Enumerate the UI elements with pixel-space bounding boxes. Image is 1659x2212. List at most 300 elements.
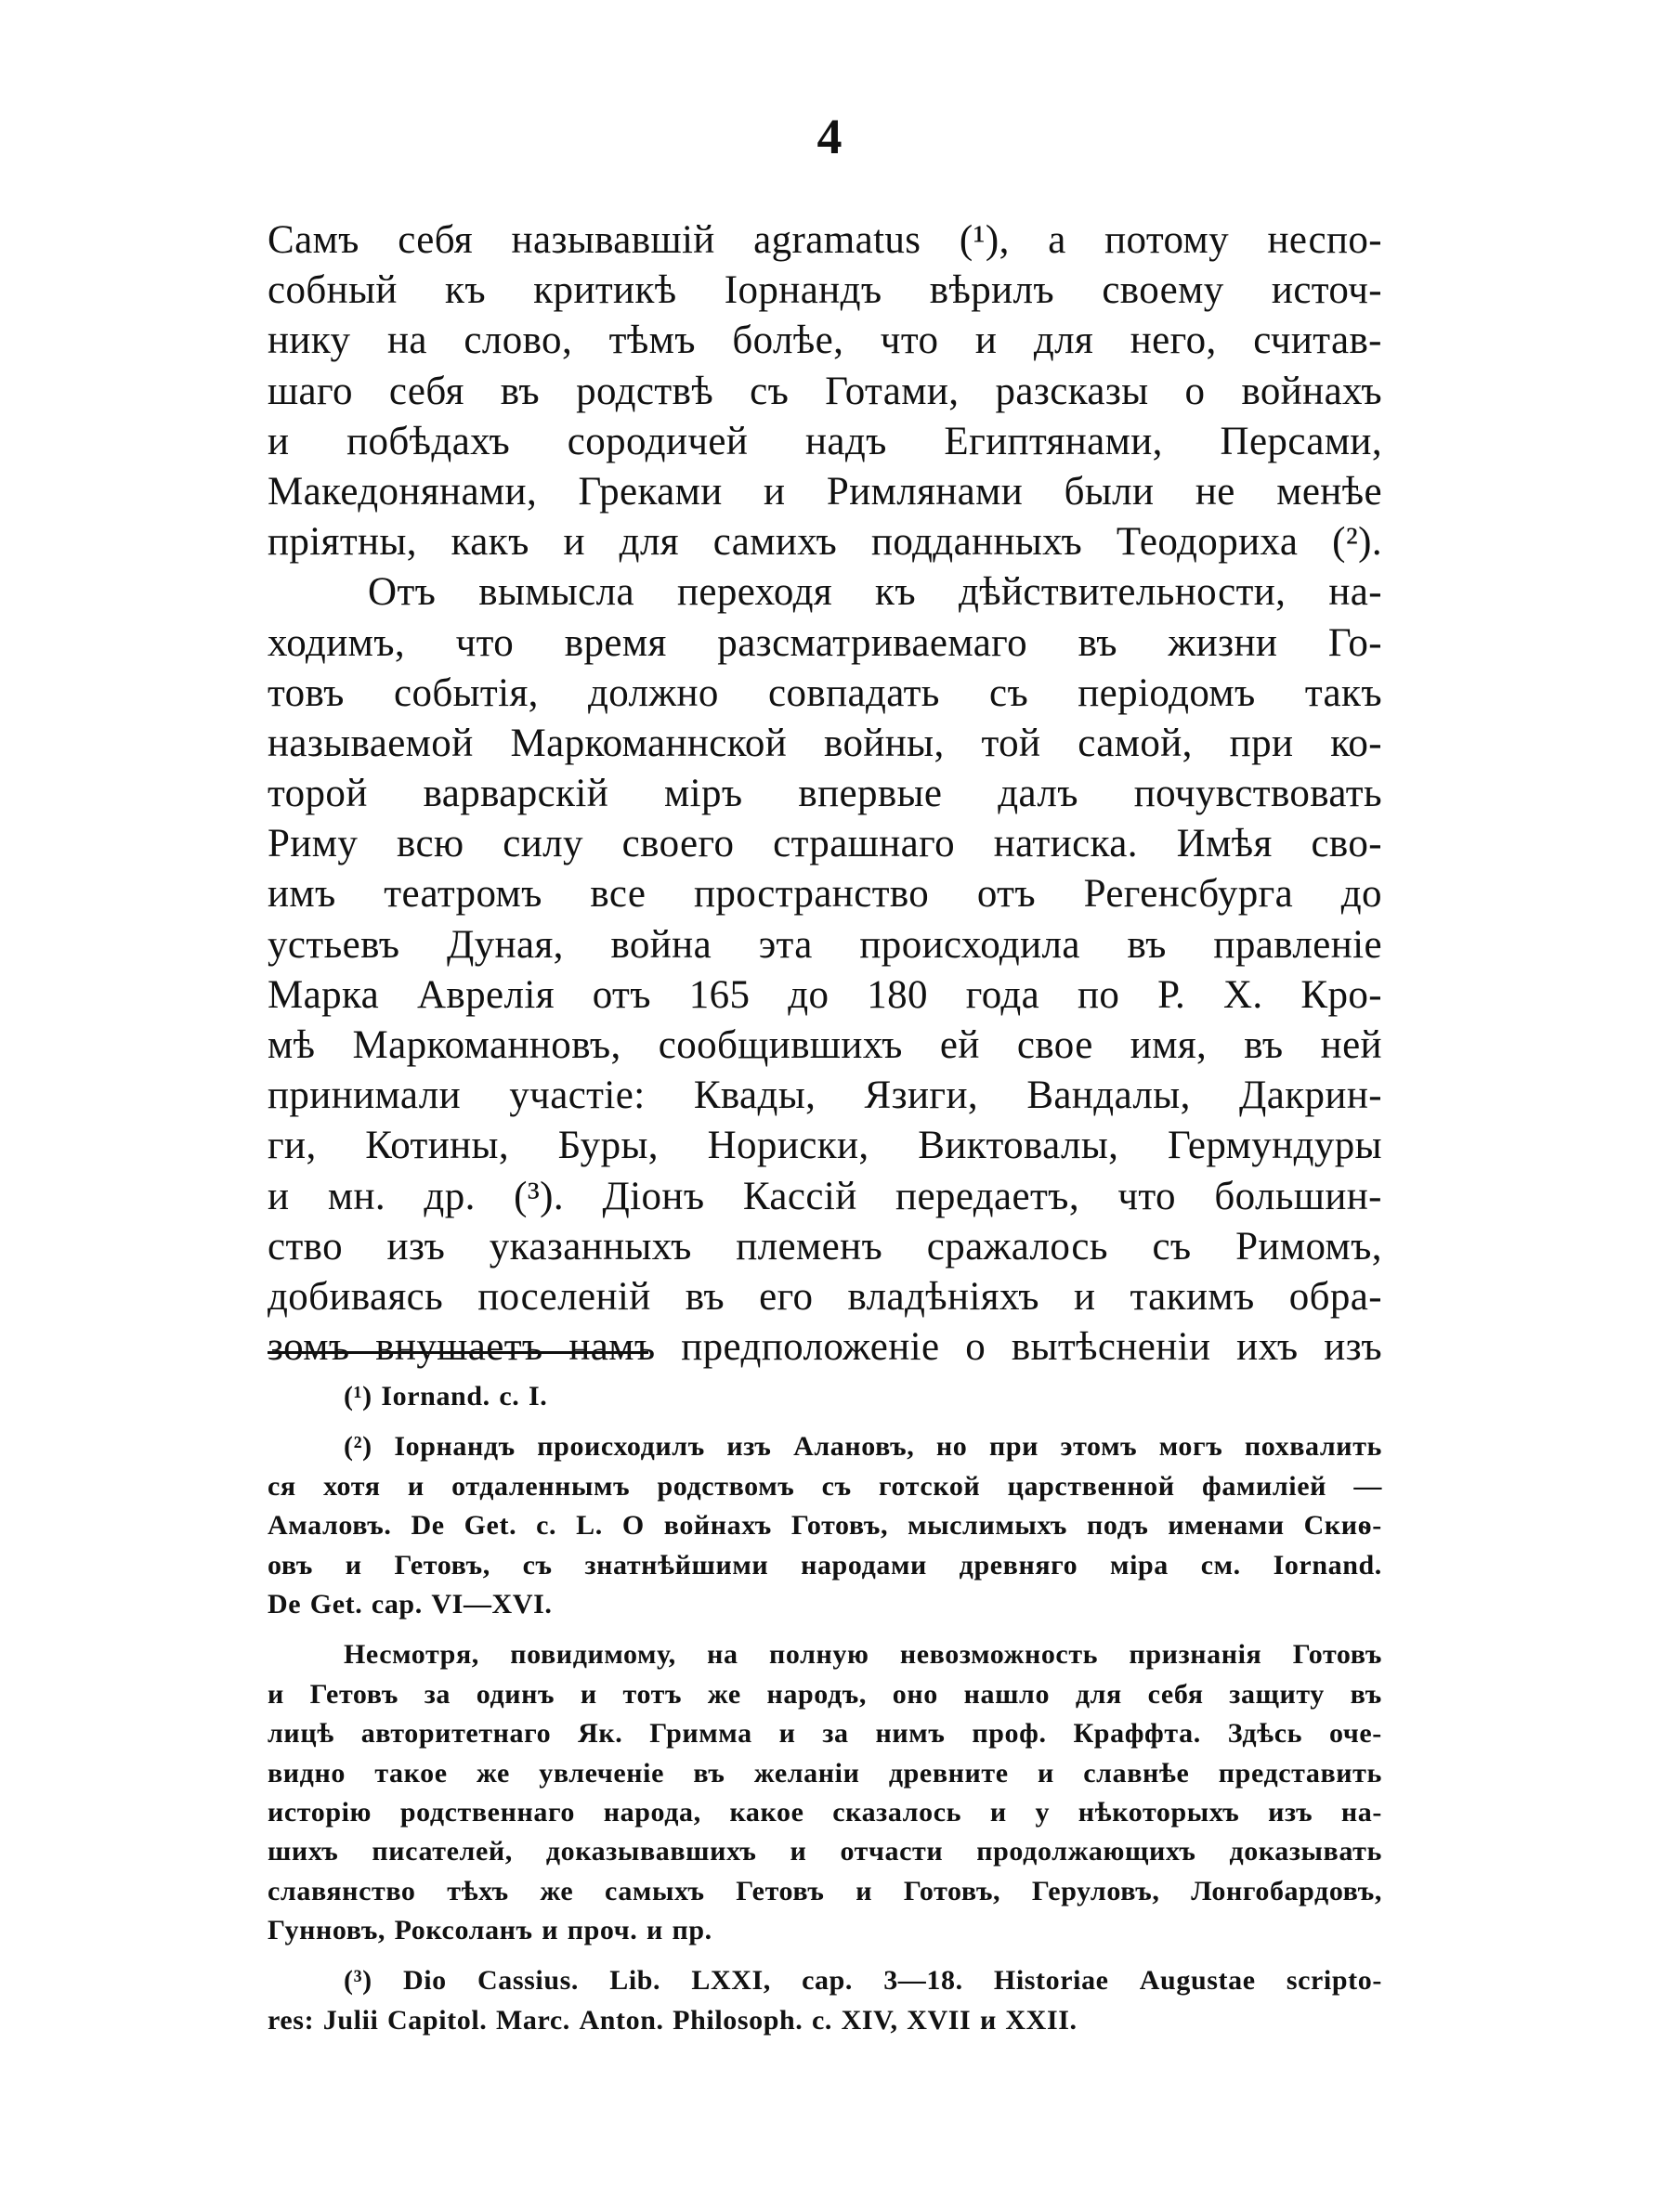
text-line <box>268 1322 1382 1373</box>
footnotes <box>268 1377 1382 2040</box>
word: и <box>989 1796 1007 1828</box>
word: Lib. <box>609 1965 661 1997</box>
word: доказывавшихъ <box>545 1836 757 1867</box>
word: слово, <box>464 319 573 363</box>
footnote-1 <box>268 1377 1382 1416</box>
word: сражалось <box>926 1224 1108 1269</box>
word: родственнаго <box>399 1796 576 1828</box>
word: и <box>542 1915 559 1946</box>
word: такое <box>374 1757 448 1789</box>
footnote-line <box>268 1635 1382 1674</box>
word: какъ <box>451 520 529 565</box>
word: предположеніе <box>681 1325 940 1370</box>
word: изъ <box>1324 1325 1382 1370</box>
text-line <box>268 920 1382 970</box>
word: побѣдахъ <box>346 419 511 463</box>
footnote-line <box>268 1467 1382 1506</box>
footnote-line <box>268 1872 1382 1911</box>
word: Марка <box>268 972 380 1017</box>
word: эта <box>758 922 813 967</box>
word: считав- <box>1253 319 1382 363</box>
word: De <box>411 1510 445 1542</box>
text-line <box>268 970 1382 1021</box>
word: мн. <box>327 1174 386 1218</box>
word: почувствовать <box>1133 772 1382 816</box>
word: войны, <box>824 721 945 765</box>
word: Маркоманновъ, <box>352 1023 621 1067</box>
word: указанныхъ <box>489 1224 692 1269</box>
word: него, <box>1130 319 1217 363</box>
word: торой <box>268 772 368 816</box>
text-line <box>268 1121 1382 1171</box>
word: далъ <box>998 772 1078 816</box>
word: племенъ <box>736 1224 883 1269</box>
word: неспо- <box>1267 218 1382 262</box>
word: Египтянами, <box>944 419 1163 463</box>
word: Готовъ, <box>903 1875 1001 1906</box>
word: обра- <box>1288 1274 1382 1319</box>
footnote-line <box>268 1427 1382 1466</box>
word: натиска. <box>993 822 1138 866</box>
word: свое <box>1016 1023 1093 1067</box>
word: Marc. <box>495 2004 570 2036</box>
word: Македонянами, <box>268 469 538 514</box>
text-line <box>268 215 1382 266</box>
footnote-line <box>268 1377 1382 1416</box>
word: болѣе, <box>732 319 844 363</box>
word: и <box>1073 1274 1096 1319</box>
word: видно <box>268 1757 346 1789</box>
word: народа, <box>603 1796 701 1828</box>
word: изъ <box>386 1224 446 1269</box>
word: разсматриваемаго <box>717 620 1028 665</box>
footnote-2 <box>268 1427 1382 1624</box>
word: источ- <box>1271 268 1382 313</box>
word: и <box>580 1678 597 1710</box>
word: и <box>979 2004 997 2036</box>
word: желаніи <box>753 1757 860 1789</box>
word: оче- <box>1329 1718 1382 1750</box>
word: Кассій <box>742 1174 857 1218</box>
word: что <box>880 319 939 363</box>
word: Виктовалы, <box>918 1124 1119 1168</box>
word: намъ <box>568 1325 656 1370</box>
word: лицѣ <box>268 1718 334 1750</box>
footnote-line <box>268 1506 1382 1545</box>
footnote-line <box>268 2001 1382 2040</box>
text-line <box>268 567 1382 618</box>
word: отъ <box>592 972 651 1017</box>
word: Iornand. <box>381 1381 490 1412</box>
text-line <box>268 1021 1382 1071</box>
word: вымысла <box>478 570 634 615</box>
word: нимъ <box>875 1718 946 1750</box>
word: же <box>476 1757 510 1789</box>
word: мѣ <box>268 1023 316 1067</box>
word: 165 <box>688 972 751 1017</box>
word: др. <box>424 1174 476 1218</box>
word: и <box>974 319 998 363</box>
word: (³). <box>514 1174 565 1218</box>
word: Нориски, <box>707 1124 869 1168</box>
text-line <box>268 467 1382 517</box>
word: при <box>988 1431 1039 1463</box>
text-line <box>268 417 1382 467</box>
word: міра <box>1110 1549 1169 1581</box>
word: всю <box>397 822 464 866</box>
word: собный <box>268 268 398 313</box>
word: Гетовъ, <box>394 1549 490 1581</box>
word: Гунновъ, <box>268 1915 386 1946</box>
word: продолжающихъ <box>976 1836 1196 1867</box>
word: res: <box>268 2004 315 2036</box>
word: 3—18. <box>883 1965 963 1997</box>
word: большин- <box>1214 1174 1382 1218</box>
word: проф. <box>972 1718 1047 1750</box>
word: Гетовъ <box>736 1875 825 1906</box>
word: сказалось <box>832 1796 962 1828</box>
word: были <box>1064 469 1155 514</box>
word: Як. <box>578 1718 623 1750</box>
word: переходя <box>676 570 833 615</box>
text-line <box>268 669 1382 719</box>
word: исторію <box>268 1796 372 1828</box>
word: Augustae <box>1139 1965 1256 1997</box>
word: Риму <box>268 822 359 866</box>
word: Несмотря, <box>344 1639 479 1671</box>
word: и <box>407 1470 425 1502</box>
word: нѣкоторыхъ <box>1078 1796 1240 1828</box>
word: но <box>935 1431 968 1463</box>
word: варварскій <box>423 772 609 816</box>
word: ко- <box>1330 721 1382 765</box>
word: невозможность <box>899 1639 1099 1671</box>
word: Julii <box>322 2004 379 2036</box>
word: самыхъ <box>605 1875 705 1906</box>
word: о <box>1184 369 1206 413</box>
word: одинъ <box>476 1678 555 1710</box>
word: надъ <box>804 419 887 463</box>
word: cap. <box>802 1965 853 1997</box>
word: проч. <box>567 1915 638 1946</box>
word: происходилъ <box>537 1431 705 1463</box>
word: не <box>1195 469 1235 514</box>
word: Iornand. <box>1273 1549 1382 1581</box>
word: Котины, <box>365 1124 509 1168</box>
word: Роксоланъ <box>394 1915 533 1946</box>
text-line <box>268 367 1382 417</box>
word: ство <box>268 1224 343 1269</box>
word: Буры, <box>557 1124 659 1168</box>
word: защиту <box>1229 1678 1325 1710</box>
word: къ <box>445 268 486 313</box>
word: (²) <box>344 1431 372 1463</box>
word: увлеченіе <box>539 1757 664 1789</box>
word: родствомъ <box>657 1470 795 1502</box>
word: въ <box>500 369 541 413</box>
word: на <box>386 319 427 363</box>
word: и <box>563 520 585 565</box>
word: жизни <box>1168 620 1278 665</box>
word: менѣе <box>1276 469 1382 514</box>
word: до <box>1340 872 1382 917</box>
word: писателей, <box>372 1836 513 1867</box>
word: (²). <box>1332 520 1382 565</box>
word: отдаленнымъ <box>451 1470 631 1502</box>
word: похвалить <box>1244 1431 1382 1463</box>
word: подданныхъ <box>870 520 1083 565</box>
word: Геруловъ, <box>1031 1875 1160 1906</box>
word: для <box>619 520 679 565</box>
word: ги, <box>268 1124 317 1168</box>
word: а <box>1048 218 1066 262</box>
word: что <box>455 620 515 665</box>
word: авторитетнаго <box>360 1718 552 1750</box>
word: нику <box>268 319 351 363</box>
word: Іорнандъ <box>394 1431 516 1463</box>
word: міръ <box>664 772 743 816</box>
word: Маркоманнской <box>510 721 788 765</box>
word: Capitol. <box>387 2004 488 2036</box>
word: и <box>345 1549 362 1581</box>
word: Кро- <box>1300 972 1382 1017</box>
word: именами <box>1168 1510 1285 1542</box>
word: своему <box>1102 268 1224 313</box>
word: ся <box>268 1470 296 1502</box>
word: и <box>764 469 786 514</box>
word: (³) <box>344 1965 372 1997</box>
word: потому <box>1104 218 1230 262</box>
word: съ <box>750 369 790 413</box>
word: себя <box>398 218 474 262</box>
word: Historiae <box>993 1965 1109 1997</box>
word: что <box>1117 1174 1176 1218</box>
footnote-line <box>268 1546 1382 1585</box>
word: дѣйствительности, <box>958 570 1287 615</box>
word: и <box>268 1174 290 1218</box>
word: Philosoph. <box>673 2004 803 2036</box>
word: владѣніяхъ <box>847 1274 1039 1319</box>
word: передаетъ, <box>895 1174 1079 1218</box>
word: его <box>759 1274 814 1319</box>
word: силу <box>503 822 583 866</box>
word: Гримма <box>649 1718 752 1750</box>
word: Р. <box>1157 972 1186 1017</box>
word: De <box>268 1588 302 1620</box>
word: имя, <box>1130 1023 1208 1067</box>
word: Get. <box>464 1510 517 1542</box>
word: пространство <box>693 872 930 917</box>
word: товъ <box>268 670 345 715</box>
word: за <box>424 1678 451 1710</box>
word: Самъ <box>268 218 359 262</box>
word: Алановъ, <box>793 1431 915 1463</box>
word: критикѣ <box>533 268 677 313</box>
word: 180 <box>867 972 928 1017</box>
word: самой, <box>1078 721 1193 765</box>
word: могъ <box>1158 1431 1223 1463</box>
word: Діонъ <box>602 1174 705 1218</box>
footnote-line <box>268 1675 1382 1714</box>
word: у <box>1035 1796 1051 1828</box>
word: въ <box>1350 1678 1382 1710</box>
word: должно <box>587 670 719 715</box>
word: правленіе <box>1213 922 1382 967</box>
word: (¹), <box>959 218 1010 262</box>
word: полную <box>768 1639 869 1671</box>
word: Греками <box>578 469 723 514</box>
word: при <box>1229 721 1294 765</box>
word: Гермундуры <box>1167 1124 1382 1168</box>
word: той <box>981 721 1041 765</box>
text-line <box>268 1272 1382 1322</box>
word: участіе: <box>509 1073 646 1118</box>
word: признанія <box>1129 1639 1262 1671</box>
text-line <box>268 618 1382 669</box>
word: въ <box>1127 922 1167 967</box>
word: какое <box>729 1796 804 1828</box>
word: Регенсбурга <box>1083 872 1294 917</box>
word: Персами, <box>1220 419 1382 463</box>
word: и <box>268 419 290 463</box>
text-line <box>268 869 1382 919</box>
word: Краффта. <box>1073 1718 1201 1750</box>
word: сво- <box>1311 822 1382 866</box>
word: царственной <box>1007 1470 1175 1502</box>
word: пр. <box>672 1915 712 1946</box>
word: и <box>856 1875 873 1906</box>
word: изъ <box>726 1431 772 1463</box>
word: XIV, <box>841 2004 898 2036</box>
word: Готовъ <box>1292 1639 1382 1671</box>
word: время <box>564 620 667 665</box>
word: I. <box>528 1381 548 1412</box>
word: называвшій <box>511 218 715 262</box>
footnote-line <box>268 1911 1382 1950</box>
word: года <box>965 972 1040 1017</box>
word: поселеній <box>477 1274 651 1319</box>
footnote-line <box>268 1793 1382 1832</box>
word: Лонгобардовъ, <box>1191 1875 1382 1906</box>
word: вытѣсненіи <box>1011 1325 1211 1370</box>
text-line <box>268 719 1382 769</box>
footnote-2-continued <box>268 1635 1382 1950</box>
word: такъ <box>1304 670 1382 715</box>
word: c. <box>499 1381 520 1412</box>
word: и <box>646 1915 663 1946</box>
word: страшнаго <box>773 822 955 866</box>
word: XXII. <box>1005 2004 1078 2036</box>
word: Dio <box>402 1965 447 1997</box>
word: повидимому, <box>510 1639 676 1671</box>
word: все <box>590 872 647 917</box>
word: войнахъ <box>1241 369 1382 413</box>
word: Іорнандъ <box>724 268 882 313</box>
word: ихъ <box>1236 1325 1299 1370</box>
word: по <box>1077 972 1120 1017</box>
word: изъ <box>1268 1796 1313 1828</box>
word: для <box>1033 319 1094 363</box>
word: въ <box>1244 1023 1284 1067</box>
word: VI—XVI. <box>431 1588 553 1620</box>
text-line <box>268 517 1382 567</box>
word: Амаловъ. <box>268 1510 392 1542</box>
word: и <box>1038 1757 1054 1789</box>
word: и <box>268 1678 284 1710</box>
footnote-line <box>268 1832 1382 1871</box>
word: Язиги, <box>864 1073 979 1118</box>
word: на- <box>1328 570 1382 615</box>
word: славнѣе <box>1083 1757 1190 1789</box>
word: народъ, <box>766 1678 867 1710</box>
word: c. <box>536 1510 557 1542</box>
word: Квады, <box>693 1073 816 1118</box>
word: этомъ <box>1060 1431 1138 1463</box>
word: тотъ <box>622 1678 683 1710</box>
page-number: 4 <box>816 109 843 164</box>
word: Готами, <box>825 369 960 413</box>
word: Х. <box>1222 972 1263 1017</box>
word: и <box>778 1718 796 1750</box>
word: пріятны, <box>268 520 417 565</box>
word: сородичей <box>567 419 749 463</box>
text-line <box>268 266 1382 316</box>
footnote-line <box>268 1961 1382 2000</box>
word: отъ <box>976 872 1036 917</box>
text-line <box>268 1172 1382 1222</box>
footnote-separator <box>268 1351 648 1354</box>
word: Cassius. <box>477 1965 580 1997</box>
word: agramatus <box>753 218 921 262</box>
footnote-line <box>268 1754 1382 1793</box>
word: XVII <box>907 2004 972 2036</box>
word: Гетовъ <box>309 1678 398 1710</box>
word: тѣмъ <box>608 319 696 363</box>
word: устьевъ <box>268 922 400 967</box>
word: Скиѳ- <box>1303 1510 1382 1542</box>
word: впервые <box>798 772 943 816</box>
word: родствѣ <box>576 369 714 413</box>
word: въ <box>1078 620 1117 665</box>
text-line <box>268 1071 1382 1121</box>
word: cap. <box>371 1588 423 1620</box>
word: тѣхъ <box>447 1875 509 1906</box>
word: О <box>621 1510 645 1542</box>
word: съ <box>821 1470 852 1502</box>
word: Го- <box>1327 620 1382 665</box>
word: происходила <box>859 922 1080 967</box>
word: народами <box>801 1549 927 1581</box>
word: зомъ <box>268 1325 350 1370</box>
word: принимали <box>268 1073 461 1118</box>
word: хотя <box>323 1470 381 1502</box>
word: война <box>610 922 712 967</box>
word: подъ <box>1086 1510 1149 1542</box>
word: знатнѣйшими <box>584 1549 769 1581</box>
word: ходимъ, <box>268 620 406 665</box>
word: за <box>822 1718 849 1750</box>
text-line <box>268 1222 1382 1272</box>
word: Отъ <box>368 570 437 615</box>
word: совпадать <box>767 670 940 715</box>
word: Имѣя <box>1176 822 1273 866</box>
word: Готовъ, <box>790 1510 889 1542</box>
word: имъ <box>268 872 336 917</box>
word: см. <box>1200 1549 1241 1581</box>
word: отчасти <box>840 1836 944 1867</box>
word: и <box>790 1836 807 1867</box>
word: театромъ <box>384 872 542 917</box>
